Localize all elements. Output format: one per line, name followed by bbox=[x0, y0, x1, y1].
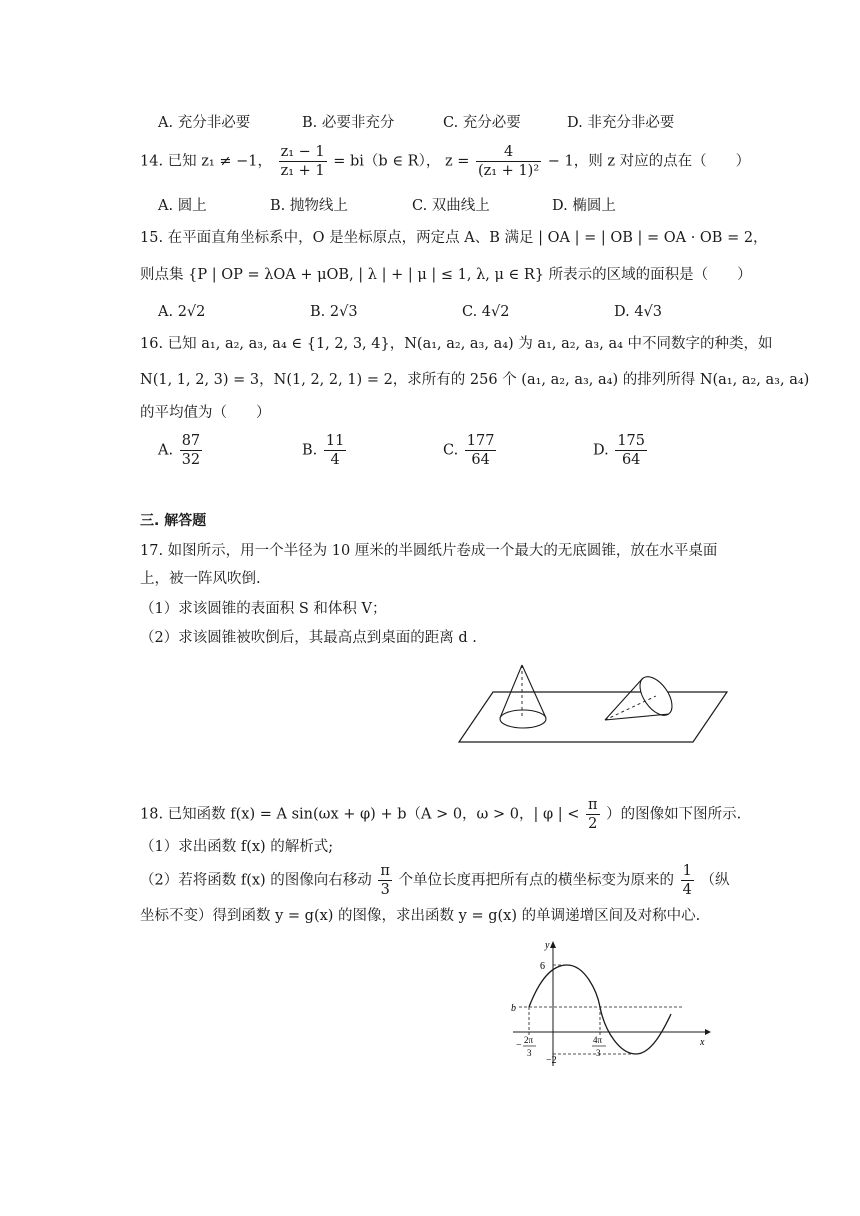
q16-line-1: 16. 已知 a₁, a₂, a₃, a₄ ∈ {1, 2, 3, 4}，N(a₁, a₂, a₃, a₄) 为 a₁, a₂, a₃, a₄ 中不同数字的种类，如 bbox=[140, 336, 773, 352]
q18-sub-1: （1）求出函数 f(x) 的解析式; bbox=[140, 839, 334, 855]
q13-option-a: A. 充分非必要 bbox=[158, 115, 251, 131]
q18-sub-2: （2）若将函数 f(x) 的图像向右移动 $\frac{\pi}{3}$ 个单位长度再把所有点的横坐标变为原来的 $\frac{1}{4}$ （纵 bbox=[140, 863, 730, 898]
q16-option-b: B. $\frac{11}{4}$ bbox=[302, 433, 345, 468]
q15-option-a: A. 2√2 bbox=[158, 304, 206, 320]
function-graph bbox=[505, 936, 715, 1071]
q15-option-c: C. 4√2 bbox=[462, 304, 510, 320]
q13-option-b: B. 必要非充分 bbox=[302, 115, 395, 131]
section-heading: 三. 解答题 bbox=[140, 513, 207, 529]
q14-stem: 14. 已知 z₁ ≠ −1， $\frac{\text{z₁ − 1}}{\text{z₁ + 1}}$ = bi（b ∈ R）， z = $\frac{4}{\text{(z₁ + 1)²}}$ − 1，则 z 对应的点在（ ） bbox=[140, 144, 751, 179]
q15-line-1: 15. 在平面直角坐标系中，O 是坐标原点，两定点 A、B 满足 | OA | = | OB | = OA · OB = 2， bbox=[140, 230, 768, 246]
q13-option-d: D. 非充分非必要 bbox=[567, 115, 675, 131]
b-label: b bbox=[511, 1003, 516, 1014]
q18-line-1: 18. 已知函数 f(x) = A sin(ωx + φ) + b（A > 0，ω > 0，| φ | < $\frac{\pi}{2}$ ）的图像如下图所示. bbox=[140, 797, 742, 832]
q13-option-c: C. 充分必要 bbox=[443, 115, 521, 131]
right-tick-den: 3 bbox=[596, 1048, 601, 1058]
q15-option-d: D. 4√3 bbox=[614, 304, 663, 320]
q16-option-a: A. $\frac{87}{32}$ bbox=[158, 433, 201, 468]
left-tick-den: 3 bbox=[527, 1048, 532, 1058]
left-tick-num: 2π bbox=[524, 1035, 534, 1045]
cone-figure bbox=[455, 658, 730, 744]
q14-fraction-1: $\frac{\text{z₁ − 1}}{\text{z₁ + 1}}$ bbox=[280, 144, 325, 179]
q14-option-b: B. 抛物线上 bbox=[270, 198, 348, 214]
max-label: 6 bbox=[540, 961, 545, 972]
q17-line-1: 17. 如图所示，用一个半径为 10 厘米的半圆纸片卷成一个最大的无底圆锥，放在水平桌面 bbox=[140, 543, 718, 559]
q14-option-a: A. 圆上 bbox=[158, 198, 207, 214]
q16-line-3: 的平均值为（ ） bbox=[140, 405, 271, 421]
q16-option-d: D. $\frac{175}{64}$ bbox=[593, 433, 646, 468]
q17-line-2: 上，被一阵风吹倒. bbox=[140, 571, 261, 587]
x-axis-label: x bbox=[700, 1037, 705, 1048]
left-tick-sign: − bbox=[516, 1040, 522, 1051]
right-tick-num: 4π bbox=[593, 1035, 603, 1045]
q14-fraction-2: $\frac{4}{\text{(z₁ + 1)²}}$ bbox=[477, 144, 540, 179]
q15-line-2: 则点集 {P | OP = λOA + μOB, | λ | + | μ | ≤ 1, λ, μ ∈ R} 所表示的区域的面积是（ ） bbox=[140, 267, 752, 283]
y-axis-label: y bbox=[545, 940, 550, 951]
q17-sub-2: （2）求该圆锥被吹倒后，其最高点到桌面的距离 d . bbox=[140, 630, 477, 646]
q14-option-c: C. 双曲线上 bbox=[412, 198, 490, 214]
q16-option-c: C. $\frac{177}{64}$ bbox=[443, 433, 495, 468]
q15-option-b: B. 2√3 bbox=[310, 304, 358, 320]
q17-sub-1: （1）求该圆锥的表面积 S 和体积 V； bbox=[140, 601, 387, 617]
min-label: −2 bbox=[546, 1055, 557, 1066]
q14-option-d: D. 椭圆上 bbox=[552, 198, 616, 214]
q16-line-2: N(1, 1, 2, 3) = 3，N(1, 2, 2, 1) = 2，求所有的 256 个 (a₁, a₂, a₃, a₄) 的排列所得 N(a₁, a₂, a₃, a₄) bbox=[140, 372, 810, 388]
q18-sub-3: 坐标不变）得到函数 y = g(x) 的图像，求出函数 y = g(x) 的单调递增区间及对称中心. bbox=[140, 908, 701, 924]
